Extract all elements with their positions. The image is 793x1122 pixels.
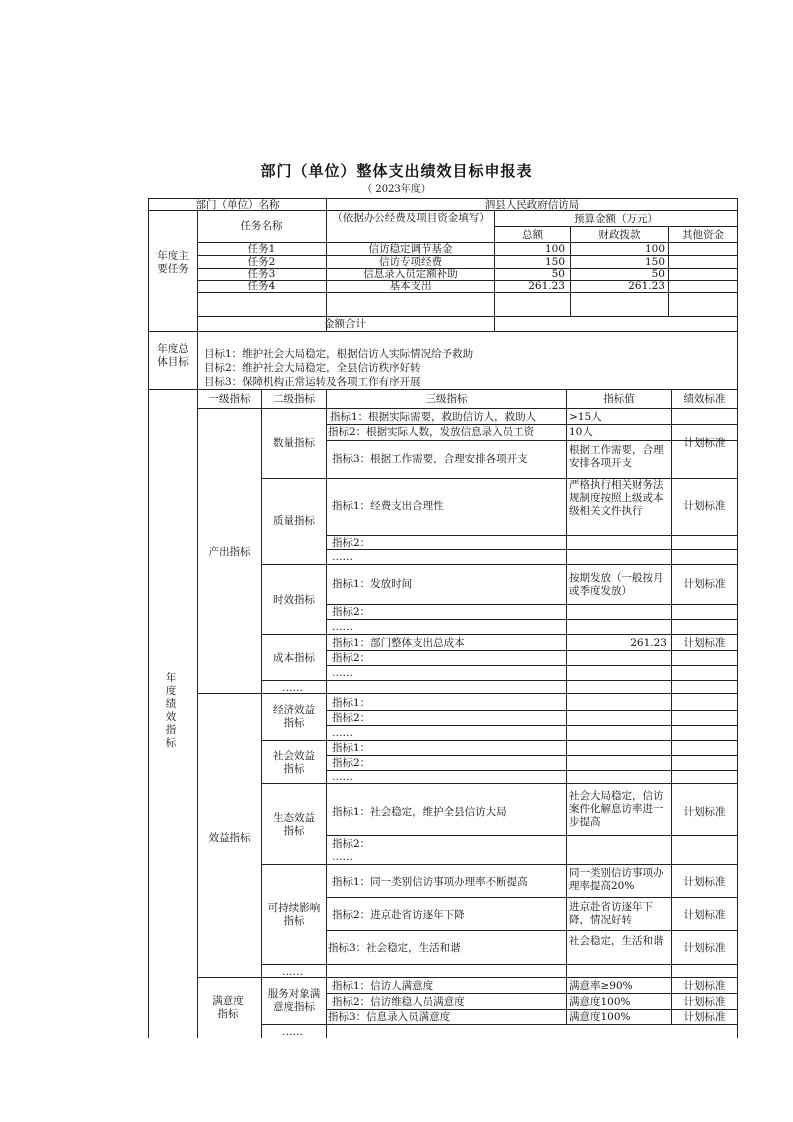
indicator-standard: 计划标准 <box>683 806 726 818</box>
indicator-text: 指标2： <box>332 606 371 618</box>
dept-value: 泗县人民政府信访局 <box>484 199 580 211</box>
indicator-text: 指标1： <box>332 697 371 709</box>
indicator-standard: 计划标准 <box>683 637 726 649</box>
indicator-standard: 计划标准 <box>683 1011 726 1023</box>
ellipsis-row: …… <box>332 551 353 563</box>
task-row-name: 任务3 <box>247 268 276 280</box>
indicator-value: 根据工作需要，合理安排各项开支 <box>569 444 664 469</box>
indicator-standard: 计划标准 <box>683 980 726 992</box>
task-row-fiscal: 150 <box>644 256 665 268</box>
indicator-text: 指标3：信息录入员满意度 <box>328 1011 451 1023</box>
fiscal-header: 财政拨款 <box>598 229 641 241</box>
ellipsis-row: …… <box>332 851 353 863</box>
indicator-value: 同一类别信访事项办理率提高20% <box>569 867 664 892</box>
perf-header-l3: 三级指标 <box>425 393 468 405</box>
indicator-text: 指标1：根据实际需要，救助信访人，救助人 <box>330 411 537 423</box>
perf-header-std: 绩效标准 <box>683 393 726 405</box>
task-row-name: 任务2 <box>247 256 276 268</box>
indicator-text: 指标1：同一类别信访事项办理率不断提高 <box>332 876 528 888</box>
ellipsis-row: …… <box>282 966 303 978</box>
goal-item: 目标1：维护社会大局稳定，根据信访人实际情况给予救助 <box>204 348 474 360</box>
total-header: 总额 <box>522 229 543 241</box>
cost-indicator-label: 成本指标 <box>273 652 315 664</box>
indicator-text: 指标1：发放时间 <box>332 578 413 590</box>
indicator-standard: 计划标准 <box>683 437 726 449</box>
task-row-name: 任务4 <box>247 280 276 292</box>
indicator-text: 指标2： <box>332 712 371 724</box>
task-row-fiscal: 50 <box>651 268 665 280</box>
task-row-fiscal: 100 <box>644 243 665 255</box>
sustainability-indicator-label: 可持续影响指标 <box>267 902 321 927</box>
economic-indicator-label: 经济效益指标 <box>273 704 315 729</box>
ellipsis-row: …… <box>282 1026 303 1038</box>
indicator-value: 261.23 <box>630 637 667 649</box>
indicator-text: 指标2： <box>332 537 371 549</box>
service-object-satisfaction-label: 服务对象满意度指标 <box>267 988 321 1013</box>
indicator-standard: 计划标准 <box>683 876 726 888</box>
perf-header-l1: 一级指标 <box>208 393 251 405</box>
budget-header: 预算金额（万元） <box>574 213 658 225</box>
other-header: 其他资金 <box>682 229 724 241</box>
indicator-text: 指标1：社会稳定，维护全县信访大局 <box>332 806 507 818</box>
indicator-text: 指标2：进京赴省访逐年下降 <box>332 909 465 921</box>
timeliness-indicator-label: 时效指标 <box>273 594 315 606</box>
task-row-total: 50 <box>551 268 565 280</box>
indicator-value: 社会大局稳定，信访案件化解息访率进一步提高 <box>569 790 664 828</box>
quantity-indicator-label: 数量指标 <box>273 437 315 449</box>
indicator-text: 指标2：信访维稳人员满意度 <box>332 996 465 1008</box>
indicator-text: 指标2：根据实际人数，发放信息录入员工资 <box>328 426 535 438</box>
perf-header-value: 指标值 <box>603 393 635 405</box>
indicator-standard: 计划标准 <box>683 942 726 954</box>
ellipsis-row: …… <box>332 667 353 679</box>
indicator-standard: 计划标准 <box>683 578 726 590</box>
task-row-content: 基本支出 <box>389 280 432 292</box>
ellipsis-row: …… <box>332 621 353 633</box>
indicator-text: 指标1：信访人满意度 <box>332 980 434 992</box>
indicator-text: 指标1：部门整体支出总成本 <box>332 637 465 649</box>
perf-header-l2: 二级指标 <box>273 393 315 405</box>
indicator-text: 指标1：经费支出合理性 <box>332 500 444 512</box>
task-row-content: 信访稳定调节基金 <box>368 243 453 255</box>
indicator-standard: 计划标准 <box>683 500 726 512</box>
indicator-text: 指标2： <box>332 652 371 664</box>
quality-indicator-label: 质量指标 <box>273 515 315 527</box>
task-section-label: 年度主要任务 <box>157 250 189 275</box>
ecological-indicator-label: 生态效益指标 <box>273 812 315 837</box>
task-row-total: 261.23 <box>528 280 565 292</box>
indicator-value: >15人 <box>569 411 602 423</box>
benefit-indicator-label: 效益指标 <box>208 832 251 844</box>
indicator-value: 满意度100% <box>569 996 631 1008</box>
satisfaction-indicator-label: 满意度指标 <box>212 995 244 1020</box>
perf-section-label: 年度绩效指标 <box>165 672 177 749</box>
indicator-value: 按期发放（一般按月或季度发放） <box>569 572 664 597</box>
task-row-content: 信访专项经费 <box>379 256 442 268</box>
indicator-value: 社会稳定，生活和谐 <box>569 935 664 947</box>
task-content-header: （依据办公经费及项目资金填写） <box>332 212 490 224</box>
indicator-value: 严格执行相关财务法规制度按照上级或本级相关文件执行 <box>569 479 664 517</box>
ellipsis-row: …… <box>282 682 303 694</box>
task-row-fiscal: 261.23 <box>628 280 665 292</box>
goals-section-label: 年度总体目标 <box>157 343 189 368</box>
indicator-standard: 计划标准 <box>683 909 726 921</box>
task-name-header: 任务名称 <box>240 220 283 232</box>
social-indicator-label: 社会效益指标 <box>273 750 315 775</box>
indicator-text: 指标2： <box>332 757 371 769</box>
goal-item: 目标2：维护社会大局稳定，全县信访秩序好转 <box>204 362 421 374</box>
indicator-value: 10人 <box>569 426 593 438</box>
goal-item: 目标3：保障机构正常运转及各项工作有序开展 <box>204 376 421 388</box>
amount-total-label: 金额合计 <box>324 318 366 330</box>
indicator-value: 进京赴省访逐年下降，情况好转 <box>569 901 653 926</box>
ellipsis-row: …… <box>332 771 353 783</box>
task-row-content: 信息录入员定额补助 <box>363 268 458 280</box>
indicator-text: 指标1： <box>332 742 371 754</box>
indicator-text: 指标3：根据工作需要，合理安排各项开支 <box>332 453 528 465</box>
indicator-standard: 计划标准 <box>683 996 726 1008</box>
indicator-value: 满意率≥90% <box>569 980 633 992</box>
task-row-total: 100 <box>544 243 565 255</box>
indicator-value: 满意度100% <box>569 1011 631 1023</box>
dept-label: 部门（单位）名称 <box>195 199 280 211</box>
task-row-total: 150 <box>544 256 565 268</box>
form-title: 部门（单位）整体支出绩效目标申报表 <box>260 162 533 180</box>
indicator-text: 指标2： <box>332 838 371 850</box>
ellipsis-row: …… <box>332 727 353 739</box>
year-label: （ 2023年度） <box>362 184 431 195</box>
indicator-text: 指标3：社会稳定，生活和谐 <box>328 942 461 954</box>
output-indicator-label: 产出指标 <box>208 546 251 558</box>
task-row-name: 任务1 <box>247 243 276 255</box>
